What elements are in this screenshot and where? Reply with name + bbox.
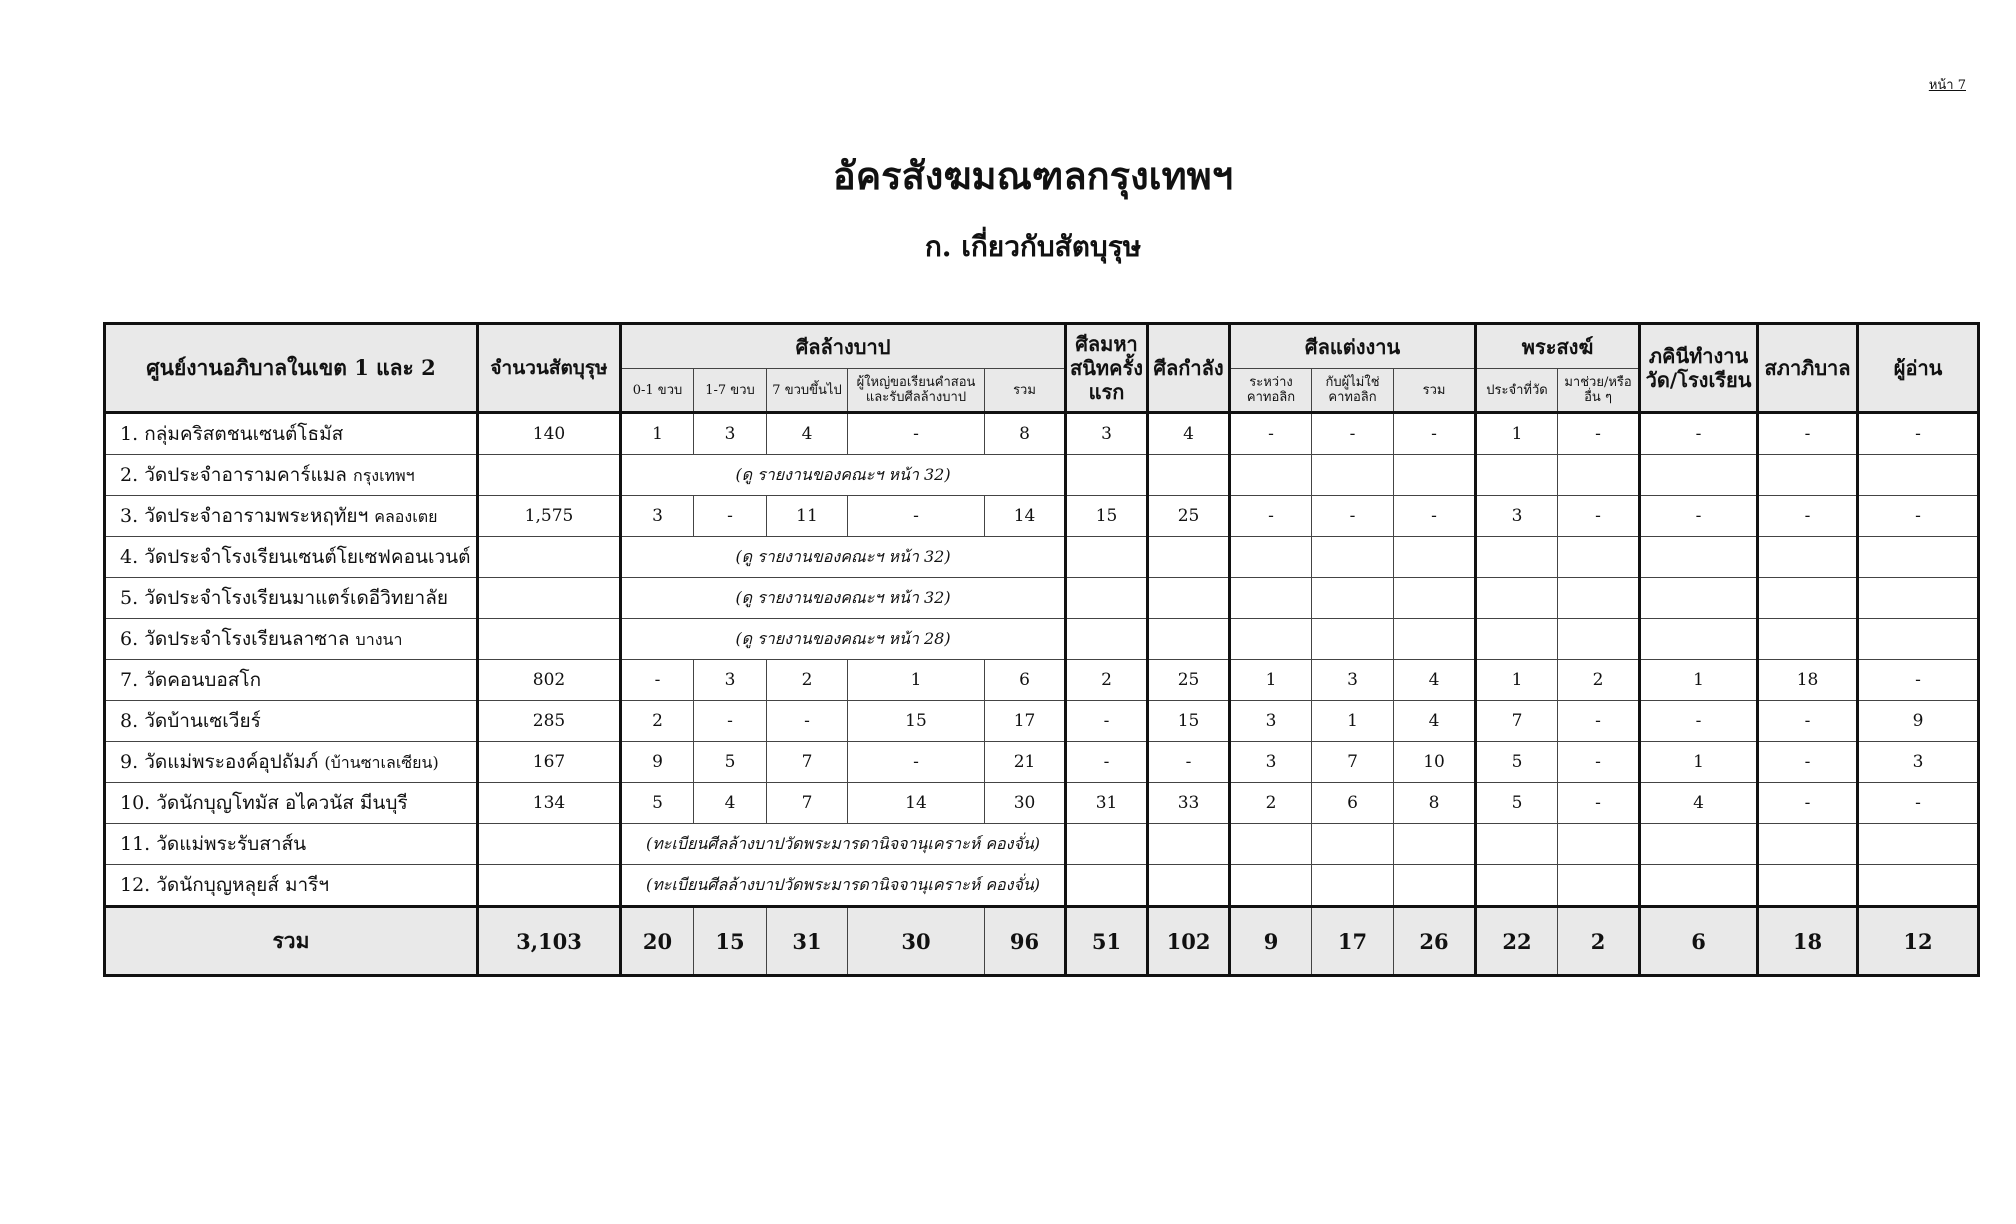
- value-cell: -: [1230, 413, 1312, 455]
- value-cell: -: [1394, 413, 1476, 455]
- value-cell: 5: [621, 783, 694, 824]
- row-name: วัดบ้านเซเวียร์: [144, 710, 261, 732]
- value-cell: [1640, 455, 1758, 496]
- row-number: 9.: [120, 751, 139, 773]
- value-cell: [1558, 537, 1640, 578]
- value-cell: 3: [621, 496, 694, 537]
- total-value-cell: 102: [1148, 907, 1230, 976]
- value-cell: [1394, 537, 1476, 578]
- value-cell: [1230, 537, 1312, 578]
- table-row: [105, 660, 1979, 701]
- row-name-cell: [105, 537, 478, 578]
- value-cell: -: [1758, 783, 1858, 824]
- value-cell: -: [1758, 742, 1858, 783]
- value-cell: -: [1558, 413, 1640, 455]
- row-number: 1.: [120, 423, 139, 445]
- value-cell: 1,575: [478, 496, 621, 537]
- value-cell: 2: [1066, 660, 1148, 701]
- header-marriage-mixed: กับผู้ไม่ใช่คาทอลิก: [1312, 369, 1394, 413]
- page-number: หน้า 7: [1928, 78, 1966, 93]
- header-readers: ผู้อ่าน: [1858, 324, 1979, 413]
- total-value-cell: 26: [1394, 907, 1476, 976]
- value-cell: -: [694, 701, 767, 742]
- value-cell: [1230, 455, 1312, 496]
- header-baptism-0-1: 0-1 ขวบ: [621, 369, 694, 413]
- value-cell: -: [1312, 496, 1394, 537]
- row-name-cell: [105, 742, 478, 783]
- value-cell: [1312, 537, 1394, 578]
- value-cell: 31: [1066, 783, 1148, 824]
- total-row: [105, 907, 1979, 976]
- value-cell: 4: [1394, 660, 1476, 701]
- value-cell: [1758, 865, 1858, 907]
- total-value-cell: 20: [621, 907, 694, 976]
- value-cell: -: [1858, 660, 1979, 701]
- row-number: 6.: [120, 628, 139, 650]
- table-row: [105, 537, 1979, 578]
- row-name: วัดประจำอารามพระหฤทัยฯ: [144, 505, 369, 527]
- value-cell: [1148, 455, 1230, 496]
- value-cell: 3: [1312, 660, 1394, 701]
- value-cell: [1476, 865, 1558, 907]
- value-cell: [1066, 455, 1148, 496]
- value-cell: -: [1640, 413, 1758, 455]
- header-priests: พระสงฆ์: [1476, 324, 1640, 369]
- value-cell: [1858, 537, 1979, 578]
- value-cell: 8: [985, 413, 1066, 455]
- header-priests-helper: มาช่วย/หรืออื่น ๆ: [1558, 369, 1640, 413]
- value-cell: 21: [985, 742, 1066, 783]
- table-row: [105, 865, 1979, 907]
- value-cell: [1066, 824, 1148, 865]
- table-row: [105, 824, 1979, 865]
- header-baptism-1-7: 1-7 ขวบ: [694, 369, 767, 413]
- value-cell: 3: [694, 413, 767, 455]
- value-cell: [1066, 578, 1148, 619]
- value-cell: [1476, 537, 1558, 578]
- statistics-table: [103, 322, 1980, 977]
- value-cell: -: [1858, 496, 1979, 537]
- value-cell: 17: [985, 701, 1066, 742]
- note-cell: (ดู รายงานของคณะฯ หน้า 28): [621, 619, 1066, 660]
- row-name: วัดประจำโรงเรียนลาซาล: [144, 628, 350, 650]
- total-value-cell: 18: [1758, 907, 1858, 976]
- value-cell: -: [1858, 783, 1979, 824]
- value-cell: 14: [848, 783, 985, 824]
- row-number: 4.: [120, 546, 139, 568]
- value-cell: [1858, 578, 1979, 619]
- value-cell: 7: [767, 742, 848, 783]
- value-cell: [1230, 578, 1312, 619]
- header-marriage-total: รวม: [1394, 369, 1476, 413]
- value-cell: [478, 865, 621, 907]
- value-cell: 3: [1858, 742, 1979, 783]
- value-cell: [1394, 619, 1476, 660]
- value-cell: [1394, 824, 1476, 865]
- value-cell: 285: [478, 701, 621, 742]
- header-members: จำนวนสัตบุรุษ: [478, 324, 621, 413]
- value-cell: [1758, 619, 1858, 660]
- row-number: 5.: [120, 587, 139, 609]
- value-cell: [1230, 619, 1312, 660]
- value-cell: 1: [848, 660, 985, 701]
- header-confirmation: ศีลกำลัง: [1148, 324, 1230, 413]
- total-label: รวม: [105, 907, 478, 976]
- value-cell: [1066, 865, 1148, 907]
- row-name-cell: [105, 783, 478, 824]
- value-cell: 4: [1148, 413, 1230, 455]
- row-name-cell: [105, 496, 478, 537]
- total-value-cell: 30: [848, 907, 985, 976]
- header-council: สภาภิบาล: [1758, 324, 1858, 413]
- value-cell: 9: [1858, 701, 1979, 742]
- value-cell: 802: [478, 660, 621, 701]
- value-cell: [1312, 865, 1394, 907]
- note-cell: (ดู รายงานของคณะฯ หน้า 32): [621, 578, 1066, 619]
- value-cell: [1394, 455, 1476, 496]
- row-number: 10.: [120, 792, 151, 814]
- row-number: 8.: [120, 710, 139, 732]
- value-cell: 7: [767, 783, 848, 824]
- value-cell: [1858, 619, 1979, 660]
- value-cell: [1758, 824, 1858, 865]
- value-cell: [1148, 619, 1230, 660]
- total-value-cell: 22: [1476, 907, 1558, 976]
- row-name: วัดนักบุญหลุยส์ มารีฯ: [156, 874, 330, 896]
- value-cell: [1558, 619, 1640, 660]
- table-row: [105, 496, 1979, 537]
- total-value-cell: 3,103: [478, 907, 621, 976]
- row-name-suffix: คลองเตย: [374, 507, 438, 526]
- value-cell: [1640, 619, 1758, 660]
- value-cell: -: [1758, 701, 1858, 742]
- value-cell: 9: [621, 742, 694, 783]
- value-cell: 4: [767, 413, 848, 455]
- value-cell: 7: [1476, 701, 1558, 742]
- table-row: [105, 413, 1979, 455]
- total-value-cell: 2: [1558, 907, 1640, 976]
- value-cell: [478, 619, 621, 660]
- value-cell: [1312, 455, 1394, 496]
- value-cell: [478, 537, 621, 578]
- value-cell: 1: [1476, 660, 1558, 701]
- row-name-cell: [105, 660, 478, 701]
- value-cell: 7: [1312, 742, 1394, 783]
- value-cell: 5: [694, 742, 767, 783]
- value-cell: 2: [767, 660, 848, 701]
- value-cell: -: [1148, 742, 1230, 783]
- row-name: วัดประจำโรงเรียนเซนต์โยเซฟคอนเวนต์: [144, 546, 471, 568]
- value-cell: [1640, 578, 1758, 619]
- value-cell: -: [1640, 496, 1758, 537]
- value-cell: 11: [767, 496, 848, 537]
- value-cell: [478, 578, 621, 619]
- value-cell: [1758, 455, 1858, 496]
- value-cell: 6: [985, 660, 1066, 701]
- value-cell: [1858, 865, 1979, 907]
- table-row: [105, 578, 1979, 619]
- note-cell: (ดู รายงานของคณะฯ หน้า 32): [621, 455, 1066, 496]
- header-baptism-adult: ผู้ใหญ่ขอเรียนคำสอน และรับศีลล้างบาป: [848, 369, 985, 413]
- note-cell: (ทะเบียนศีลล้างบาปวัดพระมารดานิจจานุเคราะห์ คองจั่น): [621, 865, 1066, 907]
- value-cell: 18: [1758, 660, 1858, 701]
- header-baptism-7-up: 7 ขวบขึ้นไป: [767, 369, 848, 413]
- total-value-cell: 15: [694, 907, 767, 976]
- value-cell: 4: [1640, 783, 1758, 824]
- page-title: อัครสังฆมณฑลกรุงเทพฯ: [832, 153, 1234, 198]
- row-name: วัดคอนบอสโก: [144, 669, 262, 691]
- value-cell: [1640, 824, 1758, 865]
- row-name: กลุ่มคริสตชนเซนต์โธมัส: [144, 423, 344, 445]
- value-cell: [1640, 865, 1758, 907]
- value-cell: [1394, 578, 1476, 619]
- row-name-suffix: กรุงเทพฯ: [353, 466, 415, 485]
- table-row: [105, 701, 1979, 742]
- total-value-cell: 51: [1066, 907, 1148, 976]
- value-cell: 3: [1066, 413, 1148, 455]
- header-center: ศูนย์งานอภิบาลในเขต 1 และ 2: [105, 324, 478, 413]
- value-cell: 4: [1394, 701, 1476, 742]
- value-cell: [1394, 865, 1476, 907]
- value-cell: 1: [1230, 660, 1312, 701]
- value-cell: -: [1558, 701, 1640, 742]
- header-baptism: ศีลล้างบาป: [621, 324, 1066, 369]
- row-name-cell: [105, 455, 478, 496]
- value-cell: 3: [1476, 496, 1558, 537]
- table-row: [105, 619, 1979, 660]
- value-cell: -: [1066, 701, 1148, 742]
- value-cell: 15: [1148, 701, 1230, 742]
- value-cell: [1148, 578, 1230, 619]
- value-cell: [1476, 619, 1558, 660]
- value-cell: 6: [1312, 783, 1394, 824]
- row-number: 3.: [120, 505, 139, 527]
- value-cell: [1558, 865, 1640, 907]
- row-name-suffix: (บ้านซาเลเซียน): [324, 753, 439, 772]
- value-cell: [478, 824, 621, 865]
- row-number: 2.: [120, 464, 139, 486]
- header-marriage: ศีลแต่งงาน: [1230, 324, 1476, 369]
- value-cell: [1066, 537, 1148, 578]
- value-cell: [1066, 619, 1148, 660]
- value-cell: 25: [1148, 660, 1230, 701]
- value-cell: 30: [985, 783, 1066, 824]
- value-cell: 15: [1066, 496, 1148, 537]
- value-cell: -: [1558, 783, 1640, 824]
- value-cell: 3: [1230, 701, 1312, 742]
- value-cell: 140: [478, 413, 621, 455]
- row-name-cell: [105, 865, 478, 907]
- header-sisters: ภคินีทำงานวัด/โรงเรียน: [1640, 324, 1758, 413]
- row-name-suffix: บางนา: [355, 630, 403, 649]
- value-cell: [1558, 455, 1640, 496]
- value-cell: 25: [1148, 496, 1230, 537]
- value-cell: 10: [1394, 742, 1476, 783]
- total-value-cell: 17: [1312, 907, 1394, 976]
- row-name-cell: [105, 701, 478, 742]
- value-cell: 1: [621, 413, 694, 455]
- value-cell: [478, 455, 621, 496]
- value-cell: [1476, 578, 1558, 619]
- value-cell: [1758, 578, 1858, 619]
- value-cell: -: [848, 496, 985, 537]
- value-cell: [1148, 537, 1230, 578]
- value-cell: -: [1230, 496, 1312, 537]
- total-value-cell: 6: [1640, 907, 1758, 976]
- header-first-communion: ศีลมหาสนิทครั้งแรก: [1066, 324, 1148, 413]
- value-cell: 2: [621, 701, 694, 742]
- value-cell: [1148, 865, 1230, 907]
- value-cell: 8: [1394, 783, 1476, 824]
- value-cell: 5: [1476, 742, 1558, 783]
- value-cell: [1312, 619, 1394, 660]
- value-cell: -: [1394, 496, 1476, 537]
- value-cell: 15: [848, 701, 985, 742]
- value-cell: [1476, 824, 1558, 865]
- row-name-cell: [105, 824, 478, 865]
- value-cell: [1230, 865, 1312, 907]
- value-cell: [1858, 824, 1979, 865]
- row-name: วัดประจำอารามคาร์แมล: [144, 464, 347, 486]
- value-cell: -: [1558, 496, 1640, 537]
- header-priests-resident: ประจำที่วัด: [1476, 369, 1558, 413]
- row-number: 11.: [120, 833, 151, 855]
- header-baptism-total: รวม: [985, 369, 1066, 413]
- value-cell: -: [767, 701, 848, 742]
- value-cell: 5: [1476, 783, 1558, 824]
- row-number: 12.: [120, 874, 151, 896]
- value-cell: -: [1640, 701, 1758, 742]
- value-cell: -: [694, 496, 767, 537]
- value-cell: 4: [694, 783, 767, 824]
- page-subtitle: ก. เกี่ยวกับสัตบุรุษ: [924, 230, 1142, 263]
- value-cell: [1230, 824, 1312, 865]
- value-cell: -: [1066, 742, 1148, 783]
- total-value-cell: 9: [1230, 907, 1312, 976]
- value-cell: 1: [1640, 742, 1758, 783]
- row-name: วัดนักบุญโทมัส อไควนัส มีนบุรี: [156, 792, 408, 814]
- value-cell: -: [848, 742, 985, 783]
- value-cell: [1476, 455, 1558, 496]
- value-cell: [1312, 578, 1394, 619]
- header-marriage-catholic: ระหว่างคาทอลิก: [1230, 369, 1312, 413]
- value-cell: -: [621, 660, 694, 701]
- value-cell: 1: [1476, 413, 1558, 455]
- row-name: วัดแม่พระองค์อุปถัมภ์: [144, 751, 319, 773]
- value-cell: [1640, 537, 1758, 578]
- row-name-cell: [105, 578, 478, 619]
- value-cell: [1858, 455, 1979, 496]
- value-cell: 33: [1148, 783, 1230, 824]
- row-name-cell: [105, 413, 478, 455]
- value-cell: 3: [1230, 742, 1312, 783]
- total-value-cell: 31: [767, 907, 848, 976]
- note-cell: (ทะเบียนศีลล้างบาปวัดพระมารดานิจจานุเคราะห์ คองจั่น): [621, 824, 1066, 865]
- table-row: [105, 783, 1979, 824]
- value-cell: -: [1758, 413, 1858, 455]
- value-cell: [1148, 824, 1230, 865]
- table-row: [105, 742, 1979, 783]
- value-cell: [1558, 824, 1640, 865]
- value-cell: -: [1558, 742, 1640, 783]
- value-cell: 134: [478, 783, 621, 824]
- value-cell: 167: [478, 742, 621, 783]
- value-cell: [1558, 578, 1640, 619]
- total-value-cell: 96: [985, 907, 1066, 976]
- value-cell: -: [1858, 413, 1979, 455]
- row-name: วัดแม่พระรับสาส์น: [156, 833, 307, 855]
- value-cell: 2: [1558, 660, 1640, 701]
- value-cell: 1: [1312, 701, 1394, 742]
- row-number: 7.: [120, 669, 139, 691]
- value-cell: -: [1758, 496, 1858, 537]
- table-row: [105, 455, 1979, 496]
- value-cell: -: [1312, 413, 1394, 455]
- value-cell: [1758, 537, 1858, 578]
- value-cell: -: [848, 413, 985, 455]
- value-cell: 14: [985, 496, 1066, 537]
- value-cell: 3: [694, 660, 767, 701]
- total-value-cell: 12: [1858, 907, 1979, 976]
- value-cell: 1: [1640, 660, 1758, 701]
- value-cell: [1312, 824, 1394, 865]
- note-cell: (ดู รายงานของคณะฯ หน้า 32): [621, 537, 1066, 578]
- value-cell: 2: [1230, 783, 1312, 824]
- row-name: วัดประจำโรงเรียนมาแตร์เดอีวิทยาลัย: [144, 587, 448, 609]
- row-name-cell: [105, 619, 478, 660]
